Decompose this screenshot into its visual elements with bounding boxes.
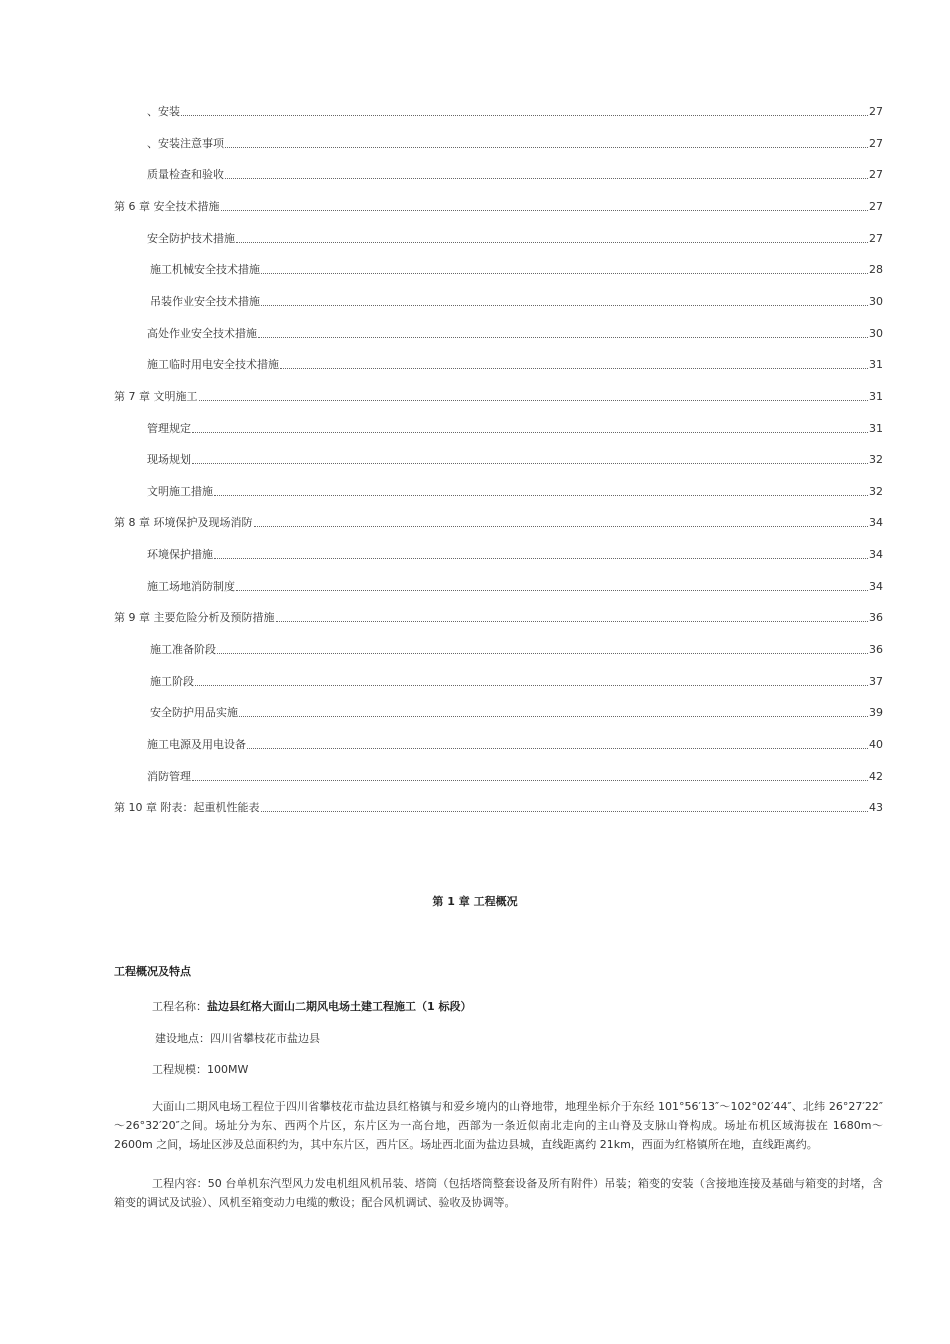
toc-entry-label: 质量检查和验收 [147,168,224,181]
toc-entry-label: 管理规定 [147,422,191,435]
toc-leader-dots [199,399,869,401]
toc-entry[interactable] [114,198,883,214]
toc-entry-page: 36 [869,643,883,656]
toc-entry[interactable] [114,514,883,530]
toc-entry-page: 27 [869,232,883,245]
toc-leader-dots [258,336,868,338]
toc-entry[interactable] [114,388,883,404]
project-name-field [152,998,471,1014]
project-name-label: 工程名称： [152,1000,207,1013]
toc-entry-label: 现场规划 [147,453,191,466]
toc-entry[interactable] [147,736,883,752]
toc-leader-dots [181,114,868,116]
toc-leader-dots [221,209,869,211]
toc-entry[interactable] [114,799,883,815]
toc-leader-dots [192,779,868,781]
toc-entry-label: 第 9 章 主要危险分析及预防措施 [114,611,275,624]
toc-entry-label: 第 7 章 文明施工 [114,390,198,403]
toc-leader-dots [225,146,868,148]
toc-leader-dots [236,241,868,243]
toc-leader-dots [214,494,868,496]
chapter-title: 第 1 章 工程概况 [432,895,518,908]
site-value: 四川省攀枝花市盐边县 [210,1032,320,1045]
toc-entry[interactable] [147,103,883,119]
toc-entry-page: 37 [869,675,883,688]
toc-entry-page: 30 [869,327,883,340]
toc-leader-dots [217,652,868,654]
toc-leader-dots [195,684,868,686]
scale-label: 工程规模： [152,1063,207,1076]
toc-entry[interactable] [147,483,883,499]
toc-entry-page: 40 [869,738,883,751]
project-name-value: 盐边县红格大面山二期风电场土建工程施工（1 标段） [207,1000,472,1013]
scope-paragraph: 工程内容：50 台单机东汽型风力发电机组风机吊装、塔筒（包括塔筒整套设备及所有附件）吊装；箱变的安装（含接地连接及基础与箱变的封堵，含箱变的调试及试验）、风机至箱变动力电缆的敷设；配合风机调试、验收及协调等。 [114,1177,883,1209]
toc-entry-label: 施工阶段 [150,675,194,688]
toc-entry-label: 第 6 章 安全技术措施 [114,200,220,213]
toc-entry[interactable] [147,420,883,436]
toc-entry-page: 34 [869,580,883,593]
toc-entry-page: 31 [869,422,883,435]
toc-leader-dots [254,525,869,527]
toc-entry-page: 42 [869,770,883,783]
toc-entry[interactable] [147,768,883,784]
toc-entry-label: 第 10 章 附表：起重机性能表 [114,801,260,814]
toc-entry-page: 34 [869,548,883,561]
toc-entry[interactable] [147,578,883,594]
toc-leader-dots [214,557,868,559]
toc-entry[interactable] [147,356,883,372]
toc-entry-page: 32 [869,485,883,498]
toc-entry-label: 环境保护措施 [147,548,213,561]
toc-entry[interactable] [150,704,883,720]
toc-entry-page: 43 [869,801,883,814]
toc-leader-dots [239,715,868,717]
toc-entry-label: 、安装注意事项 [147,137,224,150]
toc-entry-page: 31 [869,358,883,371]
toc-entry[interactable] [150,261,883,277]
toc-entry-label: 吊装作业安全技术措施 [150,295,260,308]
site-label: 建设地点： [155,1032,210,1045]
toc-entry-label: 安全防护用品实施 [150,706,238,719]
toc-leader-dots [261,272,868,274]
scale-value: 100MW [207,1063,249,1076]
toc-entry-page: 34 [869,516,883,529]
toc-entry-page: 27 [869,105,883,118]
toc-entry[interactable] [147,135,883,151]
toc-entry[interactable] [147,451,883,467]
toc-leader-dots [276,620,869,622]
section-title: 工程概况及特点 [114,965,191,978]
toc-entry[interactable] [150,673,883,689]
toc-entry[interactable] [147,166,883,182]
toc-entry-label: 施工场地消防制度 [147,580,235,593]
toc-entry[interactable] [150,641,883,657]
toc-entry-page: 28 [869,263,883,276]
toc-leader-dots [192,462,868,464]
toc-entry-page: 39 [869,706,883,719]
toc-entry-label: 高处作业安全技术措施 [147,327,257,340]
toc-entry[interactable] [147,546,883,562]
toc-entry-label: 施工电源及用电设备 [147,738,246,751]
toc-entry[interactable] [150,293,883,309]
toc-entry-page: 32 [869,453,883,466]
toc-leader-dots [225,177,868,179]
toc-leader-dots [192,431,868,433]
toc-entry-page: 27 [869,200,883,213]
toc-leader-dots [280,367,868,369]
toc-entry[interactable] [147,230,883,246]
overview-paragraph: 大面山二期风电场工程位于四川省攀枝花市盐边县红格镇与和爱乡境内的山脊地带，地理坐标介于东经 101°56′13″～102°02′44″、北纬 26°27′22″～26°32′20″之间。场址分为东、西两个片区，东片区为一高台地，西部为一条近似南北走向的主山脊及支脉山脊构成。场址布机区域海拔在 1680m～2600m 之间，场址区涉及总面积约为，其中东片区，西片区。场址西北面为盐边县城，直线距离约 21km，西面为红格镇所在地，直线距离约。 [114,1100,883,1151]
toc-leader-dots [261,810,869,812]
toc-entry[interactable] [114,609,883,625]
site-field [155,1030,320,1046]
toc-entry-label: 施工临时用电安全技术措施 [147,358,279,371]
toc-entry-page: 27 [869,137,883,150]
toc-entry-page: 30 [869,295,883,308]
toc-entry-label: 文明施工措施 [147,485,213,498]
toc-entry-page: 31 [869,390,883,403]
toc-entry-label: 施工机械安全技术措施 [150,263,260,276]
toc-entry-label: 安全防护技术措施 [147,232,235,245]
toc-leader-dots [247,747,868,749]
toc-leader-dots [236,589,868,591]
toc-entry-page: 27 [869,168,883,181]
scale-field [152,1061,248,1077]
toc-entry-label: 施工准备阶段 [150,643,216,656]
toc-entry-label: 第 8 章 环境保护及现场消防 [114,516,253,529]
toc-leader-dots [261,304,868,306]
toc-entry-page: 36 [869,611,883,624]
toc-entry-label: 、安装 [147,105,180,118]
toc-entry-label: 消防管理 [147,770,191,783]
toc-entry[interactable] [147,325,883,341]
